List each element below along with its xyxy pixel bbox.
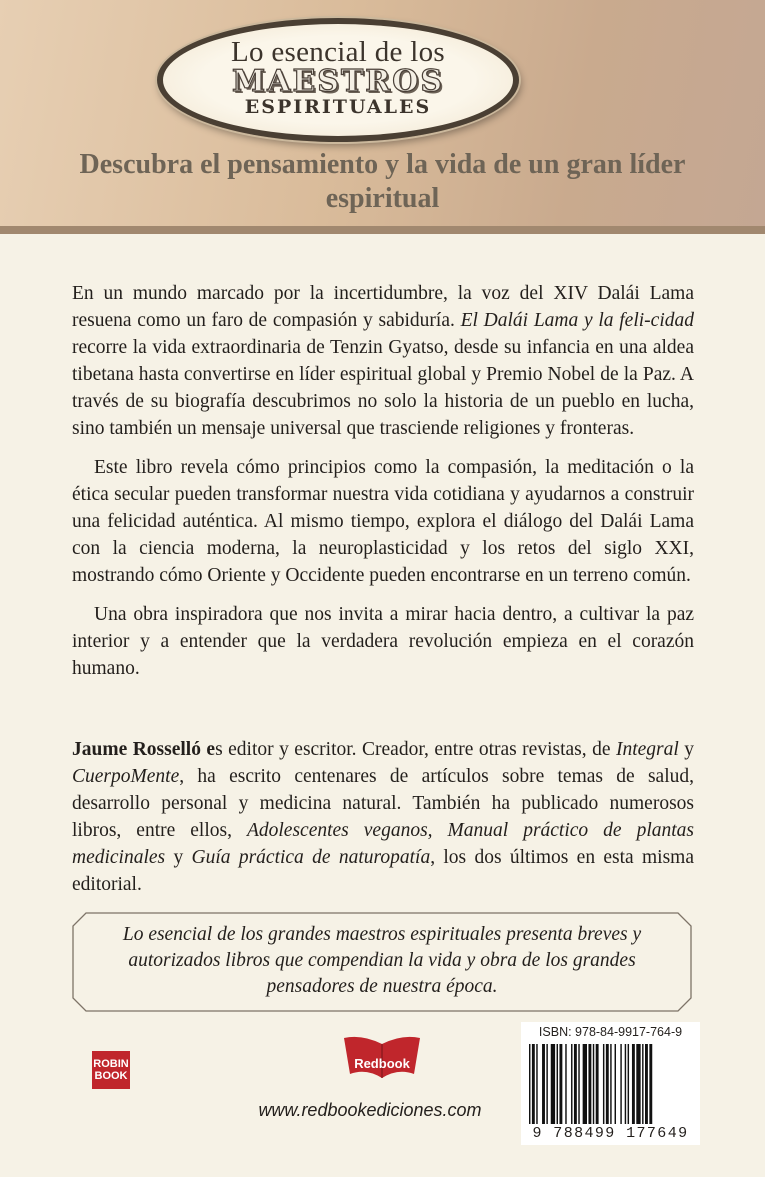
blurb-paragraph-2: Este libro revela cómo principios como la compasión, la meditación o la ética secular pueden transformar nuestra vida cotidiana y ayudarnos a construir una felicidad auténtica. Al mismo tiempo, explora el diálogo del Dalái Lama con la ciencia moderna, la neuroplasticidad y los retos del siglo XXI, mostrando cómo Oriente y Occidente pueden encontrarse en un terreno común. [72,457,694,586]
magazine-title-1: Integral [615,739,679,760]
robinbook-logo [92,1051,130,1089]
series-logo-line1: Lo esencial de los [231,36,445,68]
barcode-bar [649,1044,652,1124]
blurb-paragraph-3: Una obra inspiradora que nos invita a mirar hacia dentro, a cultivar la paz interior y a entender que la verdadera revolución empieza en el corazón humano. [72,604,694,679]
barcode-bar [628,1044,629,1124]
series-logo-line3: ESPIRITUALES [244,96,432,118]
barcode-bars [529,1044,692,1124]
robinbook-logo-line2: BOOK [94,1070,128,1082]
author-bio-text-4: y [165,847,192,868]
redbook-logo-text: Redbook [354,1056,410,1071]
barcode-bar [574,1044,577,1124]
barcode-bar [536,1044,537,1124]
barcode-bar [542,1044,545,1124]
book-title-2: Guía práctica de naturopatía [191,847,431,868]
barcode-bar [610,1044,611,1124]
author-bio-text-2: y [678,739,694,760]
barcode-bar [529,1044,530,1124]
barcode-bar [551,1044,555,1124]
robinbook-logo-line1: ROBIN [93,1058,129,1070]
barcode-bar [615,1044,616,1124]
barcode-bar [578,1044,579,1124]
barcode-bar [588,1044,591,1124]
barcode-bar [620,1044,621,1124]
barcode-bar [559,1044,562,1124]
magazine-title-2: CuerpoMente [72,766,180,787]
blurb-p1-text-b: recorre la vida extraordinaria de Tenzin Gyatso, desde su infancia en una aldea tibetana hasta convertirse en líder espiritual global y Premio Nobel de la Paz. A través de su biografía descubrimos no solo la historia de un pueblo en lucha, sino también un mensaje universal que trasciende religiones y fronteras. [72,337,694,439]
barcode-bar [625,1044,626,1124]
barcode-bar [606,1044,609,1124]
barcode-bar [593,1044,594,1124]
barcode-bar [603,1044,604,1124]
blurb [72,280,694,694]
series-note-text: Lo esencial de los grandes maestros espirituales presenta breves y autorizados libros que compendian la vida y obra de los grandes pensadores de nuestra época. [122,924,642,997]
author-bio-text-5: , los dos últimos en esta misma editorial. [72,847,695,895]
blurb-p1-text-a: En un mundo marcado por la incertidumbre, la voz del XIV Dalái Lama resuena como un faro de compasión y sabiduría. [72,283,694,331]
barcode-bar [596,1044,599,1124]
barcode-bar [645,1044,648,1124]
barcode-bar [546,1044,547,1124]
isbn-barcode [521,1022,700,1145]
barcode-bar [557,1044,558,1124]
author-bio [72,736,694,898]
tagline: Descubra el pensamiento y la vida de un gran líder espiritual [79,149,686,214]
author-bio-text-1: s editor y escritor. Creador, entre otras revistas, de [215,739,616,760]
barcode-digits: 9 788499 177649 [532,1125,689,1142]
header-rule [0,226,765,234]
barcode-bar [642,1044,643,1124]
barcode-bar [532,1044,535,1124]
book-titles-1: Adolescentes veganos, Manual práctico de plantas medicinales [72,820,695,868]
redbook-logo [342,1034,422,1084]
series-note-box [72,912,692,1012]
barcode-bar [583,1044,587,1124]
barcode-bar [636,1044,640,1124]
author-bio-text-3: , ha escrito centenares de artículos sobre temas de salud, desarrollo personal y medicina natural. También ha publicado numerosos libros, entre ellos, [72,766,694,841]
publisher-website[interactable]: www.redbookediciones.com [258,1100,482,1120]
barcode-bar [632,1044,635,1124]
series-logo-line2: MAESTROS [231,64,445,99]
author-name: Jaume Rosselló e [72,739,216,760]
barcode-bar [571,1044,572,1124]
book-title: El Dalái Lama y la feli-cidad [460,310,694,331]
blurb-paragraph-1 [72,280,694,442]
isbn-label: ISBN: 978-84-9917-764-9 [538,1025,683,1039]
barcode-bar [565,1044,566,1124]
